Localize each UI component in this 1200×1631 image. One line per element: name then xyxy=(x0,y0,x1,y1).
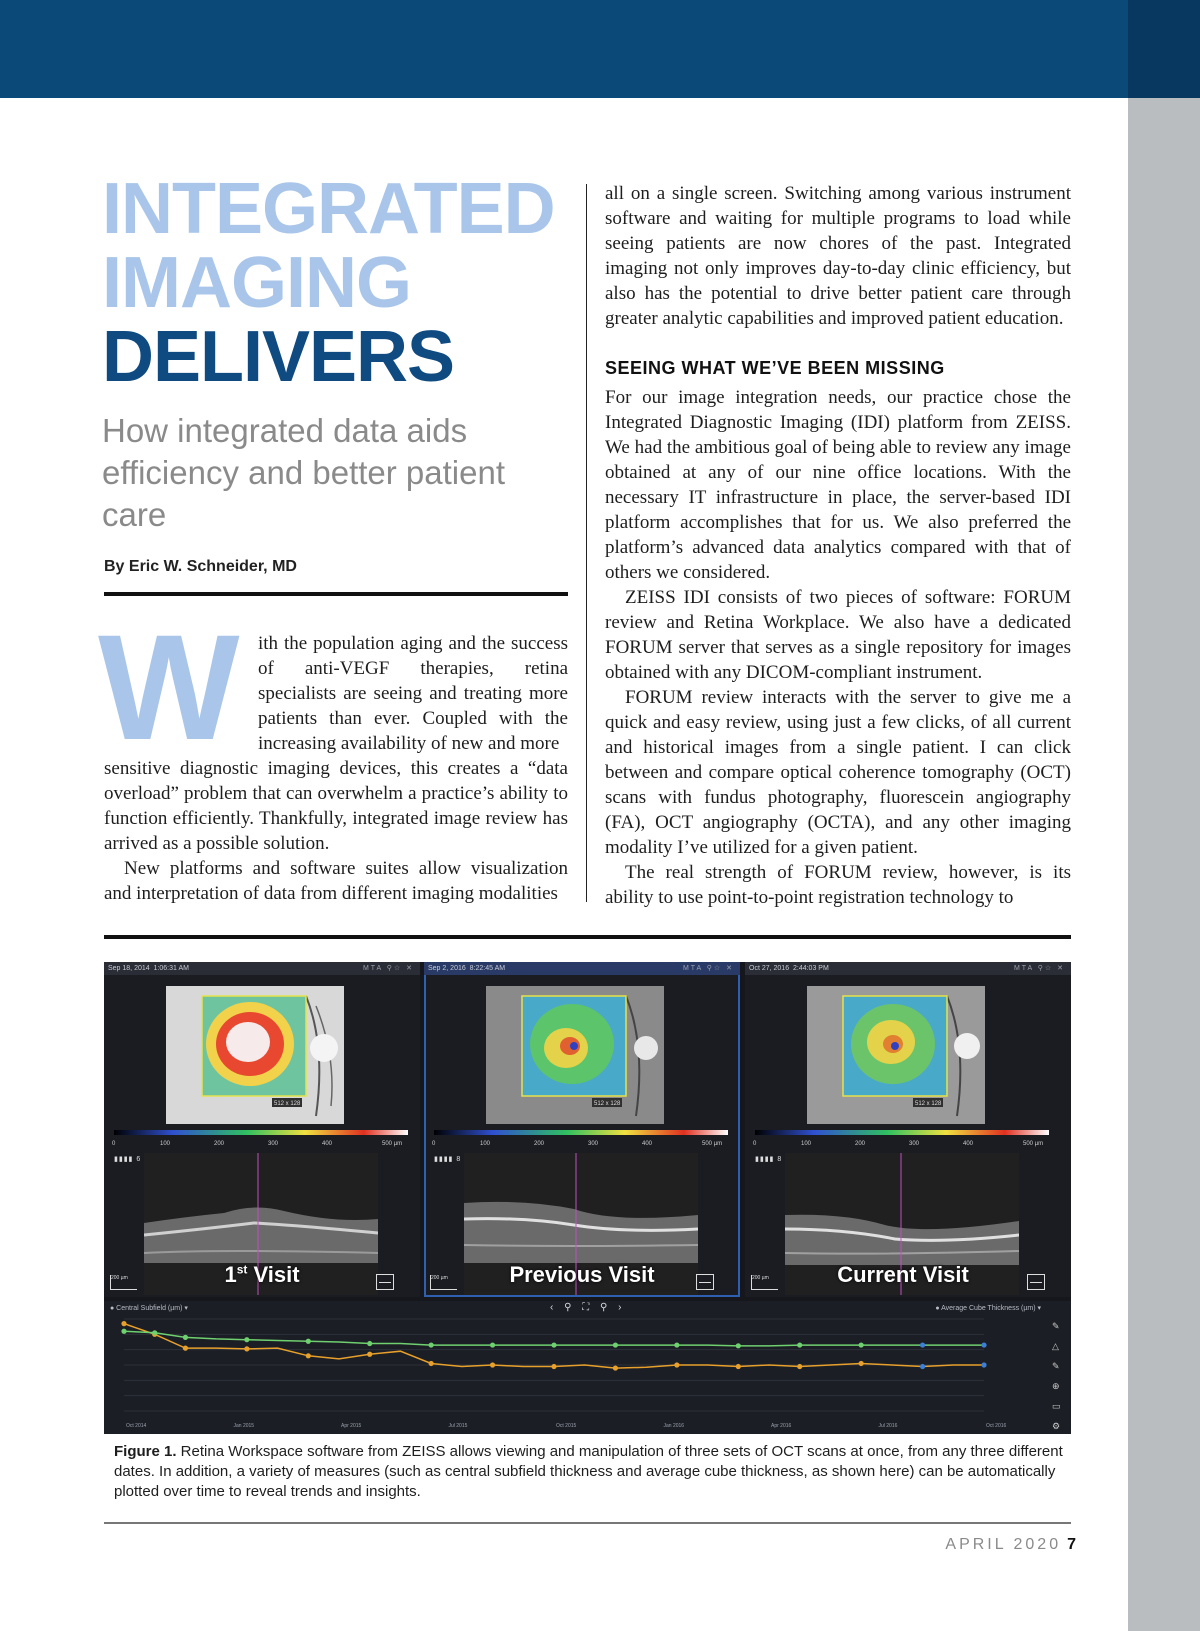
scan-panel-2[interactable] xyxy=(424,962,740,1297)
panel-1-tools[interactable]: MTA ⚲☆ ✕ xyxy=(362,965,414,972)
fundus-thickness-map-3 xyxy=(807,986,985,1124)
scale-tick: 500 µm xyxy=(702,1141,723,1147)
data-point[interactable] xyxy=(183,1335,188,1340)
data-point[interactable] xyxy=(674,1342,679,1347)
scale-tick: 300 xyxy=(268,1141,279,1147)
x-tick-label: Oct 2015 xyxy=(556,1423,577,1429)
scale-tick: 400 xyxy=(322,1141,333,1147)
byline-rule xyxy=(104,592,568,596)
thickness-scale-1 xyxy=(112,1130,410,1150)
scan-panel-3[interactable] xyxy=(745,962,1071,1297)
data-point[interactable] xyxy=(613,1365,618,1370)
bscan-marker-1: ▮▮▮▮ 6 xyxy=(114,1156,142,1163)
thickness-scale-3 xyxy=(753,1130,1051,1150)
data-point[interactable] xyxy=(920,1342,925,1347)
paragraph-5: ZEISS IDI consists of two pieces of software: FORUM review and Retina Workplace. We also have a dedicated FORUM server that serves as a single repository for images obtained with any DICOM-compliant instrument. xyxy=(605,587,1071,683)
title-line-1: INTEGRATED xyxy=(102,169,555,249)
paragraph-1-lead: ith the population aging and the success of anti-VEGF therapies, retina specialists are seeing and treating more patients than ever. Coupled with the increasing availability of new and more xyxy=(258,633,568,754)
scale-tick: 400 xyxy=(963,1141,974,1147)
data-point[interactable] xyxy=(152,1330,157,1335)
panel-2-scan-size: 512 x 128 xyxy=(594,1101,621,1107)
panel-2-tools[interactable]: MTA ⚲☆ ✕ xyxy=(682,965,734,972)
scale-tick: 100 xyxy=(160,1141,171,1147)
data-point[interactable] xyxy=(736,1343,741,1348)
data-point[interactable] xyxy=(859,1342,864,1347)
graph-navigation-controls[interactable]: ‹ ⚲ ⛶ ⚲ › xyxy=(550,1302,626,1313)
scale-tick: 200 xyxy=(534,1141,545,1147)
data-point[interactable] xyxy=(551,1364,556,1369)
scale-tick: 0 xyxy=(112,1141,116,1147)
data-point[interactable] xyxy=(859,1361,864,1366)
x-tick-label: Apr 2015 xyxy=(341,1423,362,1429)
x-tick-label: Jul 2015 xyxy=(448,1423,468,1429)
paragraph-2: New platforms and software suites allow visualization and interpretation of data from different imaging modalities xyxy=(104,858,568,904)
panel-3-date: Oct 27, 2016 xyxy=(749,965,790,972)
title-line-2: IMAGING xyxy=(102,243,411,323)
header-band xyxy=(0,0,1200,98)
caption-label: Figure 1. xyxy=(114,1443,177,1460)
panel-1-time: 1:06:31 AM xyxy=(153,965,189,972)
data-point[interactable] xyxy=(551,1342,556,1347)
scale-tick: 500 µm xyxy=(1023,1141,1044,1147)
scale-tick: 200 xyxy=(214,1141,225,1147)
pen-icon[interactable]: ✎ xyxy=(1052,1321,1060,1331)
data-point[interactable] xyxy=(490,1342,495,1347)
scale-tick: 0 xyxy=(432,1141,436,1147)
x-tick-label: Jan 2016 xyxy=(663,1423,685,1429)
data-point[interactable] xyxy=(367,1341,372,1346)
drop-cap: W xyxy=(98,603,240,771)
issue-date: APRIL 2020 xyxy=(945,1536,1062,1553)
data-point[interactable] xyxy=(613,1342,618,1347)
panel-3-scalebar: 200 µm xyxy=(751,1275,778,1290)
panel-1-scalebar: 200 µm xyxy=(110,1275,137,1290)
scale-tick: 0 xyxy=(753,1141,757,1147)
panel-3-tools[interactable]: MTA ⚲☆ ✕ xyxy=(1013,965,1065,972)
pen-icon[interactable]: ✎ xyxy=(1052,1361,1060,1371)
paragraph-1-rest: sensitive diagnostic imaging devices, this creates a “data overload” problem that can overwhelm a practice’s ability to function efficiently. Thankfully, integrated image review has arrived as a possible solution. xyxy=(104,758,568,854)
gear-icon[interactable]: ⚙ xyxy=(1052,1421,1061,1431)
panel-2-scalebar: 200 µm xyxy=(430,1275,457,1290)
byline: By Eric W. Schneider, MD xyxy=(104,558,297,575)
scan-panel-1[interactable] xyxy=(104,962,420,1297)
panel-1-titlebar xyxy=(104,962,420,975)
calendar-icon[interactable]: ▭ xyxy=(1052,1401,1061,1411)
panel-2-time: 8:22:45 AM xyxy=(469,965,506,972)
figure-screenshot xyxy=(104,962,1071,1434)
data-point[interactable] xyxy=(306,1353,311,1358)
panel-3-scan-size: 512 x 128 xyxy=(915,1101,942,1107)
panel-1-scan-size: 512 x 128 xyxy=(274,1101,301,1107)
panel-1-visit-label: 1st Visit xyxy=(224,1262,300,1287)
thickness-scale-2 xyxy=(432,1130,730,1150)
paragraph-7: The real strength of FORUM review, however, is its ability to use point-to-point registration technology to xyxy=(605,862,1071,908)
data-point[interactable] xyxy=(981,1342,986,1347)
scale-tick: 500 µm xyxy=(382,1141,403,1147)
fundus-thickness-map-1 xyxy=(166,986,344,1124)
x-tick-label: Apr 2016 xyxy=(771,1423,792,1429)
scale-tick: 200 xyxy=(855,1141,866,1147)
data-point[interactable] xyxy=(183,1346,188,1351)
fundus-thickness-map-2 xyxy=(486,986,664,1124)
section-heading: SEEING WHAT WE’VE BEEN MISSING xyxy=(605,358,945,378)
right-column xyxy=(605,181,1071,910)
paragraph-4: For our image integration needs, our practice chose the Integrated Diagnostic Imaging (IDI) platform from ZEISS. We had the ambitious goal of being able to review any image obtained at any of our nine office locations. With the necessary IT infrastructure in place, the server-based IDI platform accomplishes that for us. We also preferred the platform’s advanced data analytics compared with that of others we considered. xyxy=(605,387,1071,583)
title-line-3: DELIVERS xyxy=(102,317,455,397)
article-subtitle: How integrated data aids efficiency and better patient care xyxy=(102,412,505,533)
trend-graph xyxy=(104,1301,1071,1434)
article-title xyxy=(102,169,572,397)
trend-chart xyxy=(104,1315,1071,1434)
ruler-icon[interactable]: △ xyxy=(1052,1341,1059,1351)
data-point[interactable] xyxy=(797,1342,802,1347)
data-point[interactable] xyxy=(674,1362,679,1367)
data-point[interactable] xyxy=(306,1339,311,1344)
panel-1-date: Sep 18, 2014 xyxy=(108,965,150,972)
panel-2-titlebar xyxy=(424,962,740,975)
data-point[interactable] xyxy=(797,1364,802,1369)
bscan-marker-3: ▮▮▮▮ 8 xyxy=(755,1156,783,1163)
compare-icon[interactable] xyxy=(696,1274,714,1290)
x-tick-label: Jul 2016 xyxy=(878,1423,898,1429)
data-point[interactable] xyxy=(367,1352,372,1357)
page-footer xyxy=(945,1536,1076,1554)
graph-series-selector-left[interactable]: ● Central Subfield (µm) ▾ xyxy=(110,1305,188,1312)
bscan-marker-2: ▮▮▮▮ 8 xyxy=(434,1156,462,1163)
panel-3-titlebar xyxy=(745,962,1071,975)
data-point[interactable] xyxy=(121,1329,126,1334)
page-edge-strip xyxy=(1128,0,1200,1631)
data-point[interactable] xyxy=(490,1362,495,1367)
panel-2-visit-label: Previous Visit xyxy=(509,1262,655,1287)
paragraph-3: all on a single screen. Switching among various instrument software and waiting for multiple programs to load while seeing patients are now chores of the past. Integrated imaging not only improves day-to-day clinic efficiency, but also has the potential to drive better patient care through greater analytic capabilities and improved patient education. xyxy=(605,183,1071,329)
page-edge-strip-top xyxy=(1128,0,1200,98)
data-point[interactable] xyxy=(920,1364,925,1369)
data-point[interactable] xyxy=(981,1362,986,1367)
data-point[interactable] xyxy=(429,1342,434,1347)
data-point[interactable] xyxy=(429,1361,434,1366)
x-tick-label: Oct 2014 xyxy=(126,1423,147,1429)
scale-tick: 100 xyxy=(801,1141,812,1147)
scale-tick: 400 xyxy=(642,1141,653,1147)
column-divider xyxy=(586,184,587,902)
x-tick-label: Oct 2016 xyxy=(986,1423,1007,1429)
scale-tick: 300 xyxy=(909,1141,920,1147)
compare-icon[interactable] xyxy=(1027,1274,1045,1290)
scale-tick: 300 xyxy=(588,1141,599,1147)
figure-rule xyxy=(104,935,1071,939)
paragraph-6: FORUM review interacts with the server to give me a quick and easy review, using just a few clicks, of all current and historical images from a single patient. I can click between and compare optical coherence tomography (OCT) scans with fundus photography, fluorescein angiography (FA), OCT angiography (OCTA), and any other imaging modality I’ve utilized for a given patient. xyxy=(605,687,1071,858)
footer-rule xyxy=(104,1522,1071,1524)
compare-icon[interactable] xyxy=(376,1274,394,1290)
data-point[interactable] xyxy=(244,1346,249,1351)
page-number: 7 xyxy=(1067,1536,1076,1553)
x-tick-label: Jan 2015 xyxy=(233,1423,255,1429)
scale-tick: 100 xyxy=(480,1141,491,1147)
zoom-icon[interactable]: ⊕ xyxy=(1052,1381,1060,1391)
data-point[interactable] xyxy=(736,1364,741,1369)
data-point[interactable] xyxy=(121,1321,126,1326)
caption-text: Retina Workspace software from ZEISS allows viewing and manipulation of three sets of OCT scans at once, from any three different dates. In addition, a variety of measures (such as central subfield thickness and average cube thickness, as shown here) can be automatically plotted over time to reveal trends and insights. xyxy=(114,1443,1063,1500)
graph-series-selector-right[interactable]: ● Average Cube Thickness (µm) ▾ xyxy=(935,1305,1041,1312)
data-point[interactable] xyxy=(244,1337,249,1342)
panel-3-visit-label: Current Visit xyxy=(837,1262,969,1287)
panel-3-time: 2:44:03 PM xyxy=(792,965,829,972)
panel-2-date: Sep 2, 2016 xyxy=(428,965,466,972)
figure-caption xyxy=(114,1442,1074,1502)
